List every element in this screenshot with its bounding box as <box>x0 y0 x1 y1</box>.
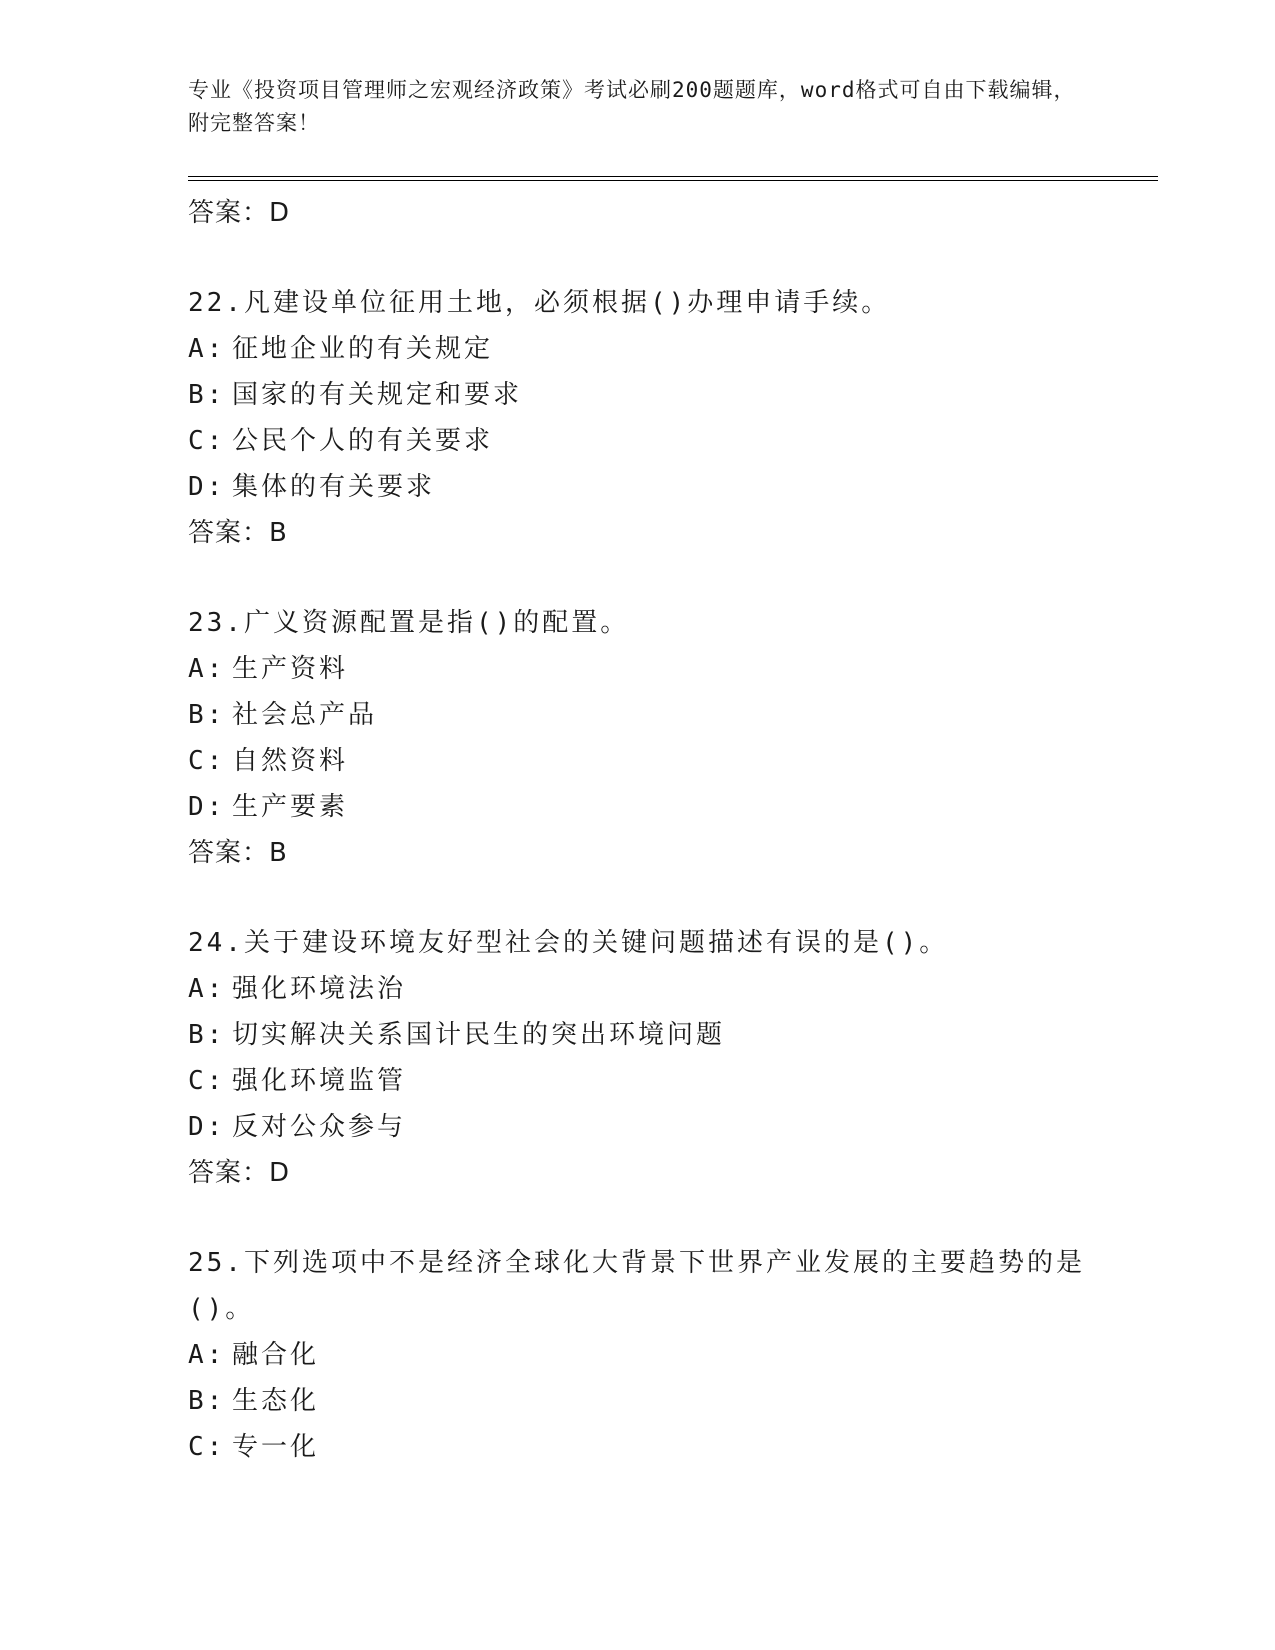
question-25 <box>188 1240 1148 1470</box>
question-stem: 24.关于建设环境友好型社会的关键问题描述有误的是()。 <box>188 928 949 958</box>
option-letter: C: <box>188 1066 226 1096</box>
option-letter: B: <box>188 1386 226 1416</box>
option-text: 专一化 <box>232 1432 320 1462</box>
option-b <box>188 1012 1148 1058</box>
option-letter: B: <box>188 380 226 410</box>
question-stem: 22.凡建设单位征用土地，必须根据()办理申请手续。 <box>188 288 891 318</box>
option-text: 融合化 <box>232 1340 320 1370</box>
option-letter: D: <box>188 1112 226 1142</box>
option-text: 征地企业的有关规定 <box>232 334 494 364</box>
option-text: 强化环境监管 <box>232 1066 407 1096</box>
option-letter: A: <box>188 654 226 684</box>
option-d <box>188 464 1148 510</box>
page-header: 专业《投资项目管理师之宏观经济政策》考试必刷200题题库，word格式可自由下载编辑，附完整答案！ <box>188 78 1076 135</box>
option-letter: A: <box>188 974 226 1004</box>
option-letter: C: <box>188 1432 226 1462</box>
option-text: 生态化 <box>232 1386 320 1416</box>
option-a <box>188 646 1148 692</box>
question-stem: 23.广义资源配置是指()的配置。 <box>188 608 630 638</box>
option-text: 生产资料 <box>232 654 349 684</box>
question-24 <box>188 920 1148 1196</box>
answer-line: 答案：B <box>188 838 288 868</box>
option-text: 国家的有关规定和要求 <box>232 380 523 410</box>
option-c <box>188 738 1148 784</box>
option-letter: B: <box>188 1020 226 1050</box>
option-letter: C: <box>188 426 226 456</box>
option-text: 生产要素 <box>232 792 349 822</box>
option-b <box>188 372 1148 418</box>
header-divider <box>188 176 1158 181</box>
option-letter: B: <box>188 700 226 730</box>
option-text: 切实解决关系国计民生的突出环境问题 <box>232 1020 726 1050</box>
option-b <box>188 692 1148 738</box>
question-22 <box>188 280 1148 556</box>
question-stem: 25.下列选项中不是经济全球化大背景下世界产业发展的主要趋势的是()。 <box>188 1248 1085 1324</box>
option-letter: A: <box>188 334 226 364</box>
option-c <box>188 1424 1148 1470</box>
option-letter: D: <box>188 472 226 502</box>
question-23 <box>188 600 1148 876</box>
option-letter: D: <box>188 792 226 822</box>
option-letter: C: <box>188 746 226 776</box>
option-d <box>188 1104 1148 1150</box>
option-text: 强化环境法治 <box>232 974 407 1004</box>
option-text: 自然资料 <box>232 746 349 776</box>
option-c <box>188 418 1148 464</box>
option-text: 社会总产品 <box>232 700 378 730</box>
answer-line: 答案：D <box>188 198 291 228</box>
option-d <box>188 784 1148 830</box>
option-b <box>188 1378 1148 1424</box>
option-a <box>188 326 1148 372</box>
answer-line: 答案：D <box>188 1158 291 1188</box>
option-a <box>188 1332 1148 1378</box>
option-text: 集体的有关要求 <box>232 472 436 502</box>
option-text: 反对公众参与 <box>232 1112 407 1142</box>
option-c <box>188 1058 1148 1104</box>
answer-line: 答案：B <box>188 518 288 548</box>
option-letter: A: <box>188 1340 226 1370</box>
question-content <box>188 190 1148 1470</box>
option-text: 公民个人的有关要求 <box>232 426 494 456</box>
option-a <box>188 966 1148 1012</box>
